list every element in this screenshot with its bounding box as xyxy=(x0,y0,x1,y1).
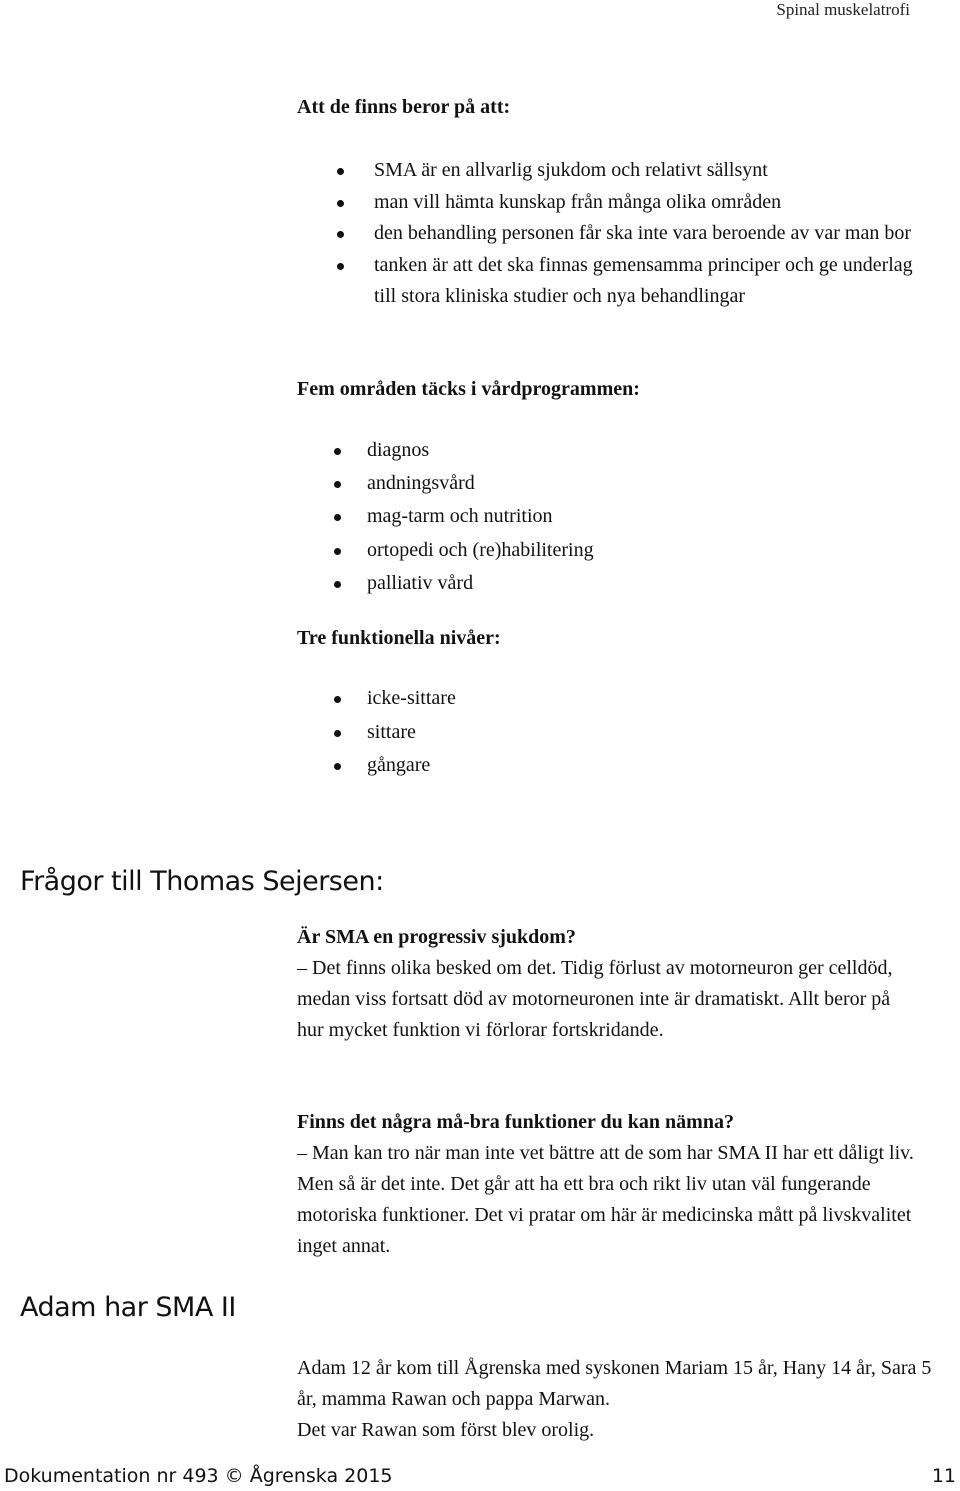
qa-block-2 xyxy=(297,1107,917,1262)
questions-title: Frågor till Thomas Sejersen: xyxy=(20,866,384,897)
bullet-icon xyxy=(337,263,344,270)
list-item: palliativ vård xyxy=(0,567,960,600)
bullet-icon xyxy=(334,448,341,455)
question-text: Är SMA en progressiv sjukdom? xyxy=(297,926,576,948)
list-item: diagnos xyxy=(0,434,960,467)
bullet-icon xyxy=(334,696,341,703)
bullet-icon xyxy=(334,763,341,770)
bullet-icon xyxy=(334,481,341,488)
bullet-icon xyxy=(334,730,341,737)
bullet-icon xyxy=(334,514,341,521)
levels-list xyxy=(0,682,960,783)
bullet-icon xyxy=(337,168,344,175)
qa-block-1 xyxy=(297,922,917,1046)
list-item: gångare xyxy=(0,749,960,783)
answer-text: – Det finns olika besked om det. Tidig förlust av motorneuron ger celldöd, medan viss fortsatt död av motorneuronen inte är dramatiskt. Allt beror på hur mycket funktion vi förlorar fortskridande. xyxy=(297,957,893,1041)
story-title: Adam har SMA II xyxy=(20,1292,236,1323)
list-item: sittare xyxy=(0,716,960,750)
footer-credit: Dokumentation nr 493 © Ågrenska 2015 xyxy=(4,1465,393,1487)
section-heading-areas: Fem områden täcks i vårdprogrammen: xyxy=(297,378,640,400)
question-text: Finns det några må-bra funktioner du kan nämna? xyxy=(297,1111,734,1133)
section-heading-levels: Tre funktionella nivåer: xyxy=(297,627,501,649)
story-paragraph: Adam 12 år kom till Ågrenska med syskonen Mariam 15 år, Hany 14 år, Sara 5 år, mamma Rawan och pappa Marwan. xyxy=(297,1357,932,1410)
page-number: 11 xyxy=(931,1465,956,1487)
bullet-icon xyxy=(334,548,341,555)
list-item: icke-sittare xyxy=(0,682,960,716)
running-header: Spinal muskelatrofi xyxy=(776,0,910,19)
list-item: den behandling personen får ska inte vara beroende av var man bor xyxy=(0,218,914,250)
bullet-icon xyxy=(334,581,341,588)
list-item: man vill hämta kunskap från många olika områden xyxy=(0,187,914,219)
areas-list xyxy=(0,434,960,600)
story-body xyxy=(297,1353,937,1446)
list-item: andningsvård xyxy=(0,467,960,500)
list-item: SMA är en allvarlig sjukdom och relativt sällsynt xyxy=(0,155,914,187)
story-paragraph: Det var Rawan som först blev orolig. xyxy=(297,1419,595,1441)
section-heading-reason: Att de finns beror på att: xyxy=(297,96,511,118)
answer-text: – Man kan tro när man inte vet bättre att de som har SMA II har ett dåligt liv. Men så är det inte. Det går att ha ett bra och rikt liv utan väl fungerande motoriska funktioner. Det vi pratar om här är medicinska mått på livskvalitet inget annat. xyxy=(297,1142,914,1257)
bullet-icon xyxy=(337,200,344,207)
list-item: tanken är att det ska finnas gemensamma principer och ge underlag till stora kliniska studier och nya behandlingar xyxy=(0,250,914,313)
list-item: mag-tarm och nutrition xyxy=(0,500,960,533)
reason-list xyxy=(0,155,960,313)
list-item: ortopedi och (re)habilitering xyxy=(0,534,960,567)
bullet-icon xyxy=(337,231,344,238)
